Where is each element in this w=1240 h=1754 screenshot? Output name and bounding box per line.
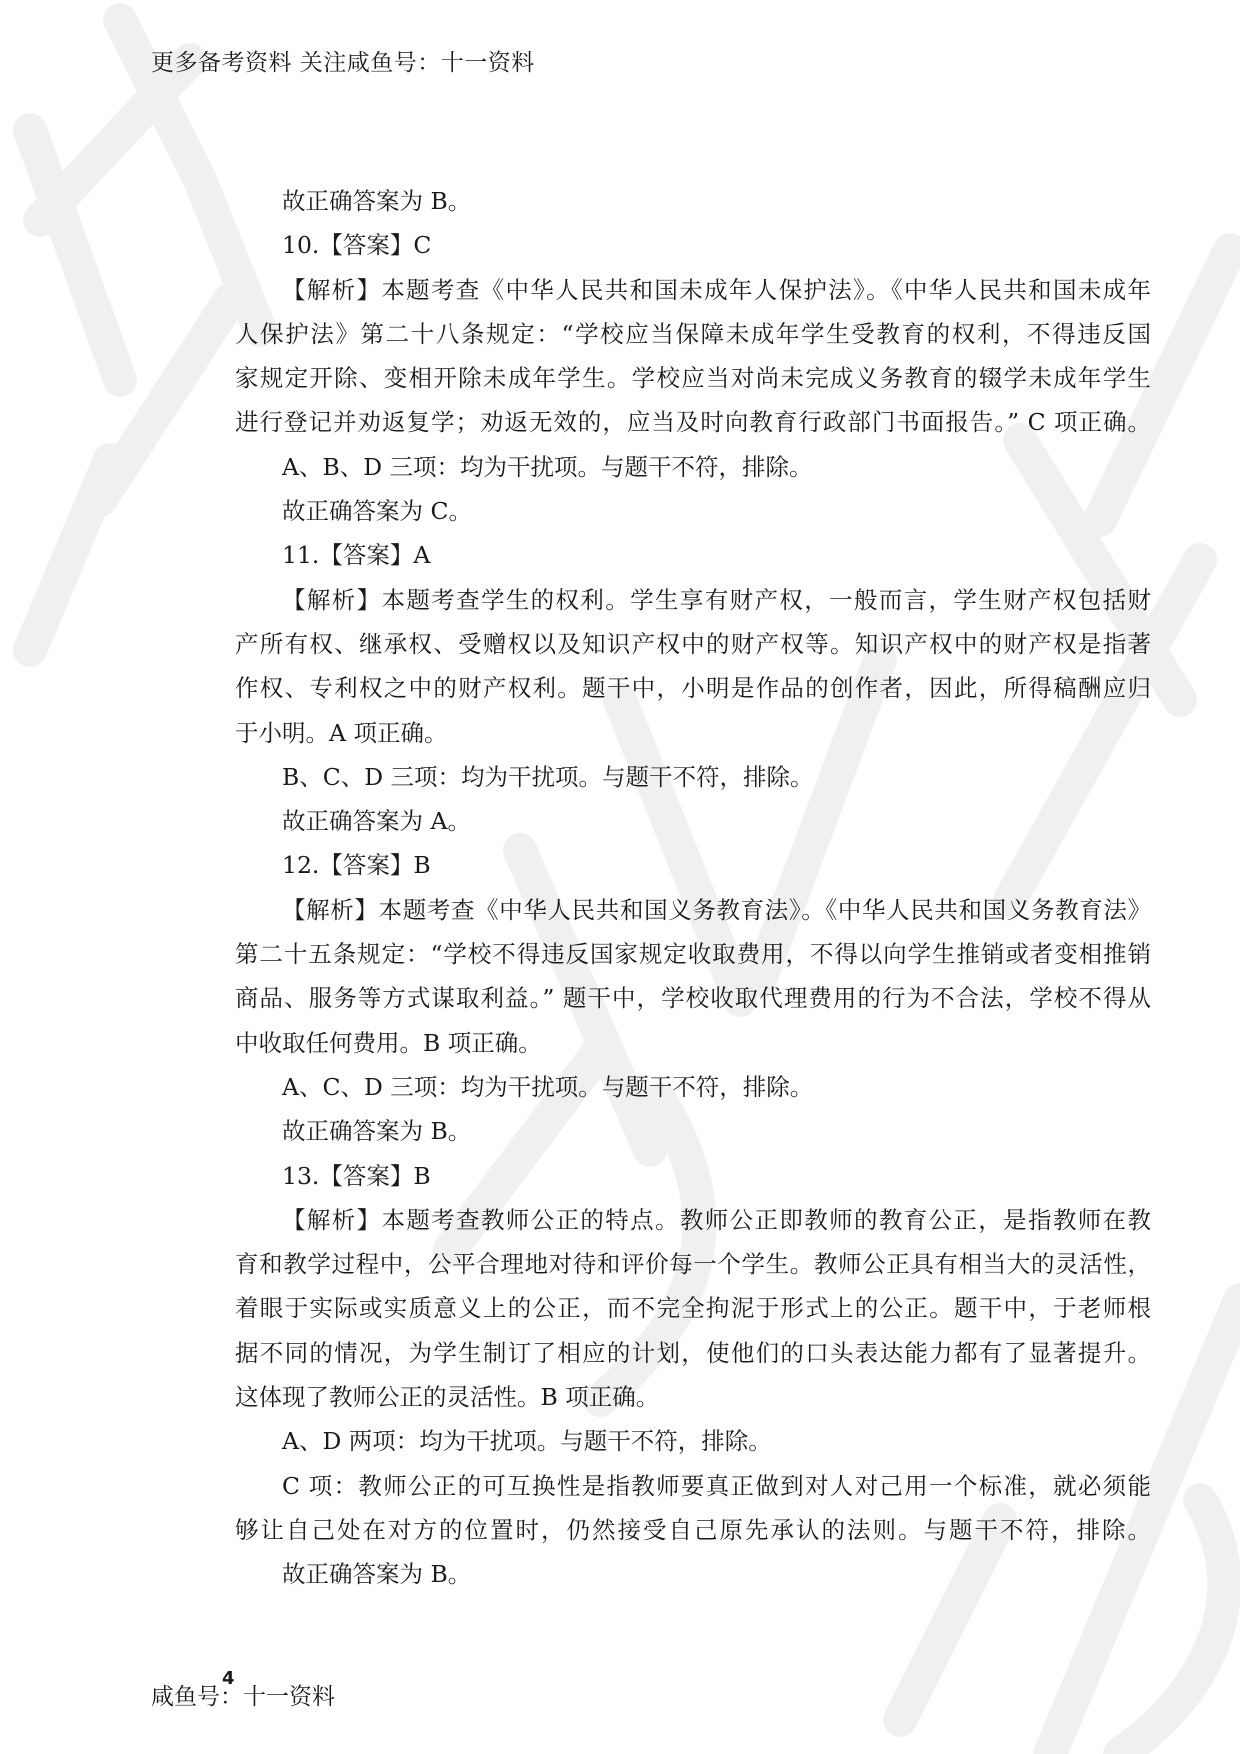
text-line: 产所有权、继承权、受赠权以及知识产权中的财产权等。知识产权中的财产权是指著 bbox=[235, 629, 1151, 658]
text-line: 故正确答案为 C。 bbox=[282, 497, 472, 526]
text-line: 12.【答案】B bbox=[282, 851, 431, 880]
text-line: 人保护法》第二十八条规定：“学校应当保障未成年学生受教育的权利，不得违反国 bbox=[235, 319, 1151, 348]
text-line: 11.【答案】A bbox=[282, 541, 431, 570]
text-line: 着眼于实际或实质意义上的公正，而不完全拘泥于形式上的公正。题干中，于老师根 bbox=[235, 1294, 1151, 1323]
text-line: 育和教学过程中，公平合理地对待和评价每一个学生。教师公正具有相当大的灵活性， bbox=[235, 1250, 1151, 1279]
text-line: 10.【答案】C bbox=[282, 231, 432, 260]
text-line: 据不同的情况，为学生制订了相应的计划，使他们的口头表达能力都有了显著提升。 bbox=[235, 1338, 1151, 1367]
page-header: 更多备考资料 关注咸鱼号：十一资料 bbox=[151, 50, 535, 76]
page-number: 4 bbox=[222, 1668, 235, 1689]
text-line: 13.【答案】B bbox=[282, 1161, 431, 1190]
text-line: C 项：教师公正的可互换性是指教师要真正做到对人对己用一个标准，就必须能 bbox=[282, 1471, 1151, 1500]
text-line: 故正确答案为 B。 bbox=[282, 187, 472, 215]
text-line: B、C、D 三项：均为干扰项。与题干不符，排除。 bbox=[282, 762, 814, 791]
text-line: 商品、服务等方式谋取利益。” 题干中，学校收取代理费用的行为不合法，学校不得从 bbox=[235, 984, 1151, 1013]
text-line: 这体现了教师公正的灵活性。B 项正确。 bbox=[235, 1383, 660, 1412]
text-line: 【解析】本题考查学生的权利。学生享有财产权，一般而言，学生财产权包括财 bbox=[282, 585, 1151, 614]
text-line: 故正确答案为 B。 bbox=[282, 1560, 472, 1589]
text-line: 够让自己处在对方的位置时，仍然接受自己原先承认的法则。与题干不符，排除。 bbox=[235, 1515, 1151, 1544]
text-line: 【解析】本题考查《中华人民共和国未成年人保护法》。《中华人民共和国未成年 bbox=[282, 275, 1151, 304]
text-line: 故正确答案为 A。 bbox=[282, 807, 471, 836]
text-line: A、B、D 三项：均为干扰项。与题干不符，排除。 bbox=[282, 452, 813, 481]
text-line: 【解析】本题考查教师公正的特点。教师公正即教师的教育公正，是指教师在教 bbox=[282, 1205, 1151, 1234]
text-line: 作权、专利权之中的财产权利。题干中，小明是作品的创作者，因此，所得稿酬应归 bbox=[235, 674, 1151, 703]
text-line: A、D 两项：均为干扰项。与题干不符，排除。 bbox=[282, 1427, 772, 1456]
text-line: 中收取任何费用。B 项正确。 bbox=[235, 1028, 542, 1057]
footer-text: 咸鱼号：十一资料 bbox=[151, 1684, 335, 1710]
text-line: A、C、D 三项：均为干扰项。与题干不符，排除。 bbox=[282, 1072, 814, 1101]
document-body bbox=[235, 179, 1151, 1597]
text-line: 于小明。A 项正确。 bbox=[235, 718, 448, 747]
text-line: 家规定开除、变相开除未成年学生。学校应当对尚未完成义务教育的辍学未成年学生 bbox=[235, 364, 1151, 393]
text-line: 【解析】本题考查《中华人民共和国义务教育法》。《中华人民共和国义务教育法》 bbox=[282, 895, 1151, 924]
text-line: 第二十五条规定：“学校不得违反国家规定收取费用，不得以向学生推销或者变相推销 bbox=[235, 940, 1151, 969]
text-line: 故正确答案为 B。 bbox=[282, 1117, 472, 1146]
text-line: 进行登记并劝返复学；劝返无效的，应当及时向教育行政部门书面报告。” C 项正确。 bbox=[235, 408, 1151, 437]
page-footer bbox=[151, 1668, 335, 1711]
